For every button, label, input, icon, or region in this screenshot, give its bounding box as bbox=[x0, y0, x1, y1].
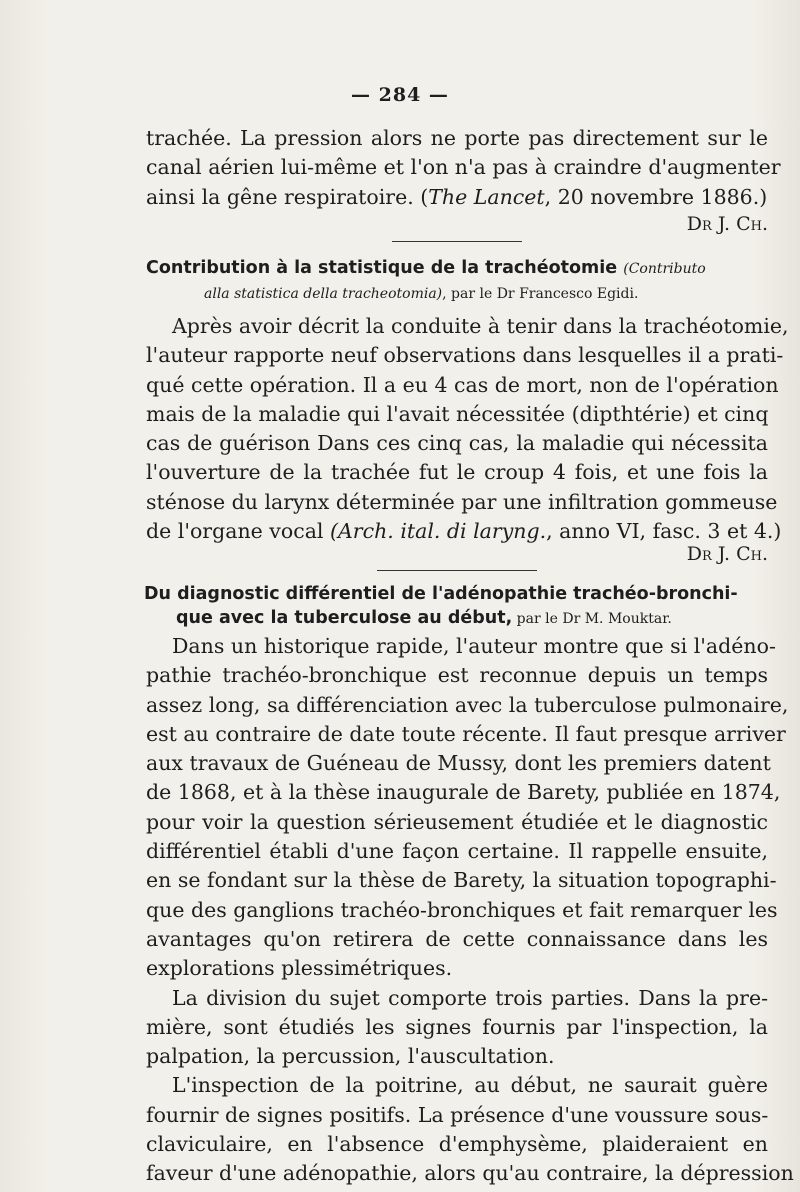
text-line: palpation, la percussion, l'auscultation. bbox=[146, 1044, 555, 1069]
text-line: mière, sont étudiés les signes fournis par l'inspection, la bbox=[146, 1014, 768, 1039]
text-line: explorations plessimétriques. bbox=[146, 956, 453, 981]
text-line: canal aérien lui-même et l'on n'a pas à craindre d'augmenter bbox=[146, 155, 781, 180]
article-author: , par le Dr Francesco Egidi. bbox=[442, 286, 639, 302]
signature: Dr J. Ch. bbox=[686, 213, 768, 235]
text-line: est au contraire de date toute récente. Il faut presque arriver bbox=[146, 721, 786, 746]
journal-title: (Arch. ital. di laryng. bbox=[330, 519, 547, 544]
article-subtitle: alla statistica della tracheotomia) bbox=[204, 286, 443, 302]
text-line: de 1868, et à la thèse inaugurale de Barety, publiée en 1874, bbox=[146, 780, 781, 805]
text-line: Après avoir décrit la conduite à tenir dans la trachéotomie, bbox=[172, 314, 789, 338]
text-line: sténose du larynx déterminée par une infiltration gommeuse bbox=[146, 489, 778, 514]
text-line: l'ouverture de la trachée fut le croup 4 fois, et une fois la bbox=[146, 460, 768, 485]
text-line: trachée. La pression alors ne porte pas directement sur le bbox=[146, 126, 768, 150]
text-line: que des ganglions trachéo-bronchiques et fait remarquer les bbox=[146, 897, 778, 922]
section-1-text bbox=[146, 124, 781, 212]
text-line: ainsi la gêne respiratoire. (The Lancet, 20 novembre 1886.) bbox=[146, 184, 768, 209]
article-title: Contribution à la statistique de la trachéotomie bbox=[146, 258, 618, 278]
text-line: pour voir la question sérieusement étudiée et le diagnostic bbox=[146, 809, 768, 834]
text-line: assez long, sa différenciation avec la tuberculose pulmonaire, bbox=[146, 692, 789, 717]
text-line: La division du sujet comporte trois parties. Dans la pre- bbox=[172, 985, 768, 1010]
signature: Dr J. Ch. bbox=[686, 543, 768, 565]
text-line: L'inspection de la poitrine, au début, ne saurait guère bbox=[172, 1073, 768, 1098]
section-3-text bbox=[146, 632, 794, 1189]
text-line: de l'organe vocal (Arch. ital. di laryng., anno VI, fasc. 3 et 4.) bbox=[146, 519, 782, 544]
text-line: pathie trachéo-bronchique est reconnue depuis un temps bbox=[146, 663, 768, 688]
text-line: cas de guérison Dans ces cinq cas, la maladie qui nécessita bbox=[146, 431, 768, 456]
divider bbox=[146, 241, 768, 242]
article-title: Du diagnostic différentiel de l'adénopathie trachéo-bronchi- bbox=[144, 584, 738, 604]
text-line: avantages qu'on retirera de cette connaissance dans les bbox=[146, 926, 768, 951]
journal-title: The Lancet bbox=[428, 184, 545, 209]
text-line: fournir de signes positifs. La présence d'une voussure sous- bbox=[146, 1102, 769, 1127]
page-number: — 284 — bbox=[351, 84, 449, 106]
article-title: que avec la tuberculose au début, bbox=[176, 608, 513, 628]
text-line: aux travaux de Guéneau de Mussy, dont les premiers datent bbox=[146, 751, 771, 776]
text-line: en se fondant sur la thèse de Barety, la situation topographi- bbox=[146, 868, 777, 893]
text-line: claviculaire, en l'absence d'emphysème, plaideraient en bbox=[146, 1132, 768, 1157]
text-line: différentiel établi d'une façon certaine. Il rappelle ensuite, bbox=[146, 839, 768, 864]
section-2-text bbox=[146, 312, 789, 546]
article-heading bbox=[146, 582, 768, 631]
text-line: Dans un historique rapide, l'auteur montre que si l'adéno- bbox=[172, 634, 776, 658]
text-line: mais de la maladie qui l'avait nécessitée (dipthtérie) et cinq bbox=[146, 401, 769, 426]
divider bbox=[146, 570, 768, 571]
text-line: qué cette opération. Il a eu 4 cas de mort, non de l'opération bbox=[146, 372, 779, 397]
text-line: l'auteur rapporte neuf observations dans lesquelles il a prati- bbox=[146, 343, 784, 368]
article-heading: Contribution à la statistique de la trachéotomie (Contributo alla statistica della tracheotomia), par le Dr Francesco Egidi. bbox=[146, 258, 706, 302]
article-author: par le Dr M. Mouktar. bbox=[512, 611, 672, 627]
text-line: faveur d'une adénopathie, alors qu'au contraire, la dépression bbox=[146, 1161, 794, 1186]
